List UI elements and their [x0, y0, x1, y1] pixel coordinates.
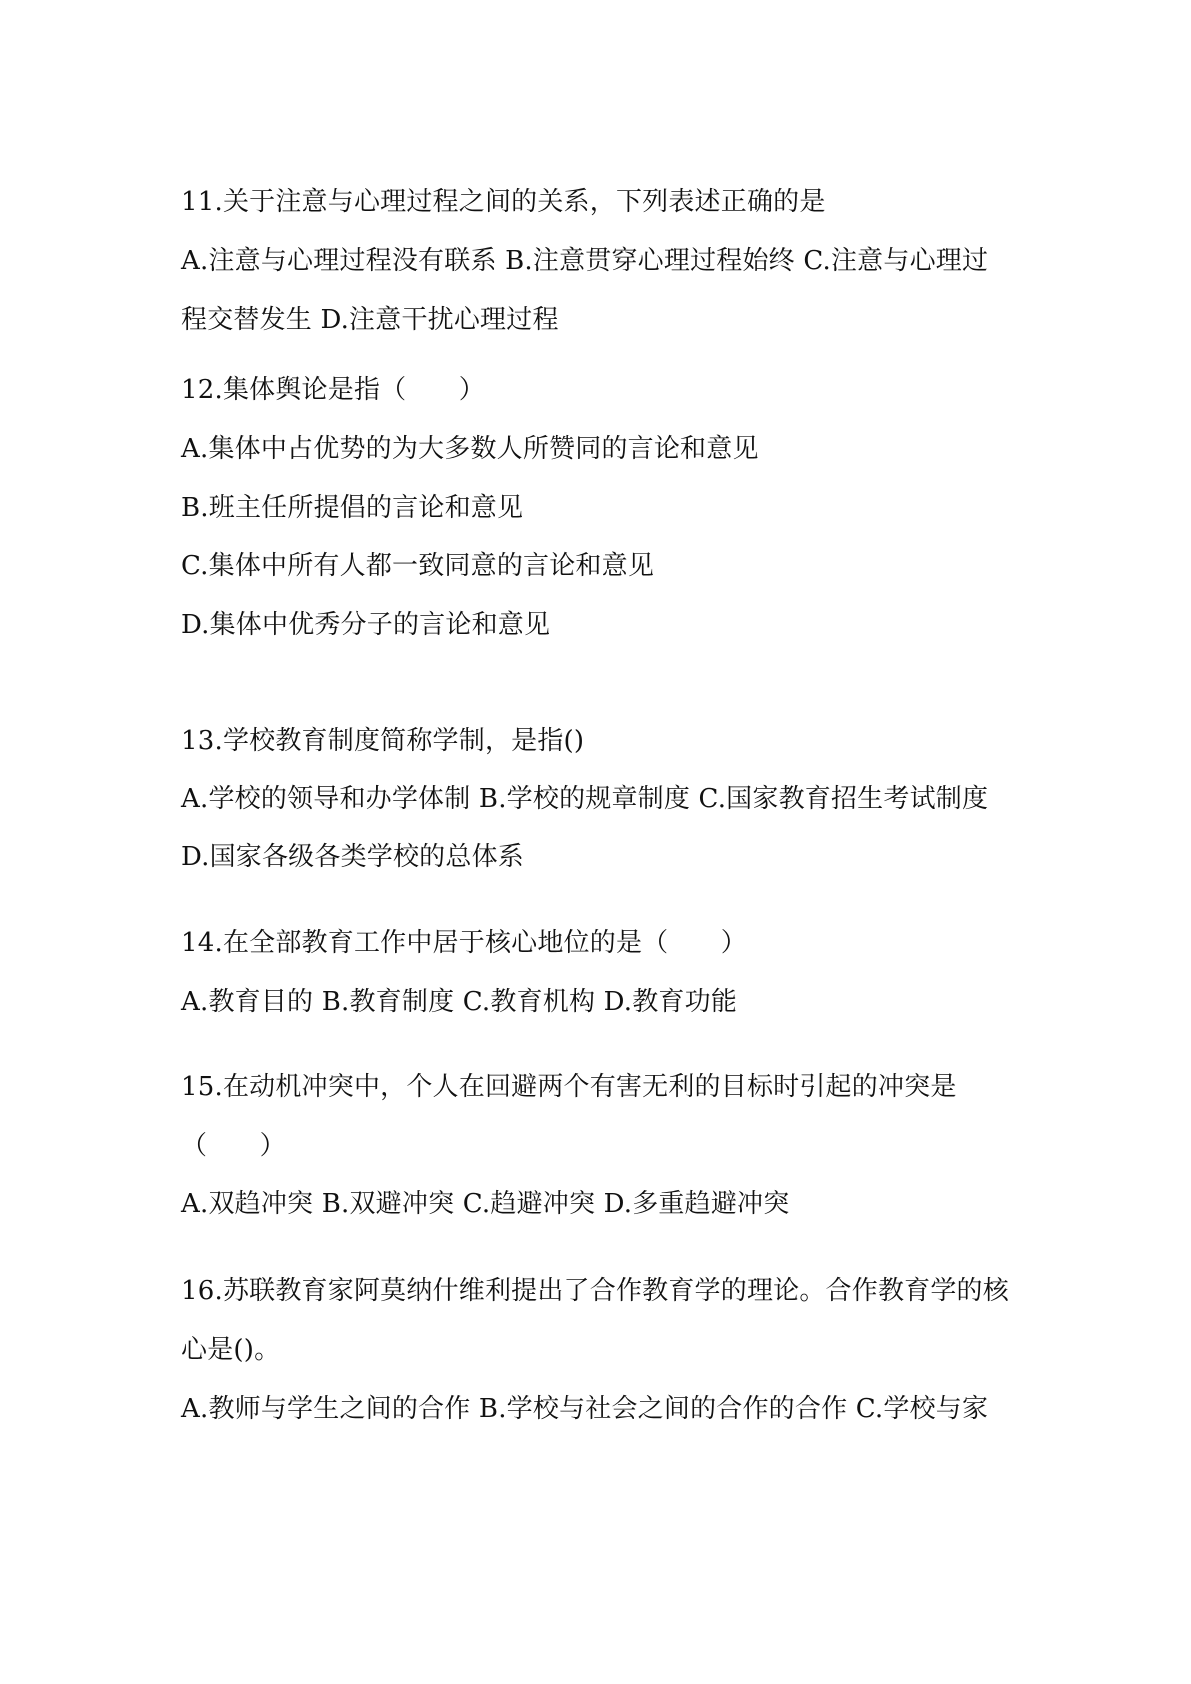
question-12-option-c: C.集体中所有人都一致同意的言论和意见 — [181, 551, 655, 581]
question-16-text-line-1: 16.苏联教育家阿莫纳什维利提出了合作教育学的理论。合作教育学的核 — [181, 1276, 1009, 1306]
question-15-text-line-1: 15.在动机冲突中，个人在回避两个有害无利的目标时引起的冲突是 — [181, 1072, 957, 1102]
question-15-text-line-2: （ ） — [181, 1131, 286, 1161]
question-15-options: A.双趋冲突 B.双避冲突 C.趋避冲突 D.多重趋避冲突 — [181, 1189, 790, 1219]
question-16-options-line-1: A.教师与学生之间的合作 B.学校与社会之间的合作的合作 C.学校与家 — [181, 1394, 989, 1424]
question-16-text-line-2: 心是()。 — [181, 1335, 281, 1365]
question-12-option-d: D.集体中优秀分子的言论和意见 — [181, 610, 551, 640]
question-13-text: 13.学校教育制度简称学制，是指() — [181, 726, 585, 756]
question-12-option-a: A.集体中占优势的为大多数人所赞同的言论和意见 — [181, 434, 759, 464]
question-11-options-line-1: A.注意与心理过程没有联系 B.注意贯穿心理过程始终 C.注意与心理过 — [181, 246, 989, 276]
question-13-options-line-2: D.国家各级各类学校的总体系 — [181, 842, 524, 872]
question-12-text: 12.集体舆论是指（ ） — [181, 375, 485, 405]
question-11-text: 11.关于注意与心理过程之间的关系，下列表述正确的是 — [181, 187, 826, 217]
question-12-option-b: B.班主任所提倡的言论和意见 — [181, 493, 524, 523]
question-14-text: 14.在全部教育工作中居于核心地位的是（ ） — [181, 928, 747, 958]
question-13-options-line-1: A.学校的领导和办学体制 B.学校的规章制度 C.国家教育招生考试制度 — [181, 784, 989, 814]
question-11-options-line-2: 程交替发生 D.注意干扰心理过程 — [181, 305, 559, 335]
question-14-options: A.教育目的 B.教育制度 C.教育机构 D.教育功能 — [181, 987, 738, 1017]
